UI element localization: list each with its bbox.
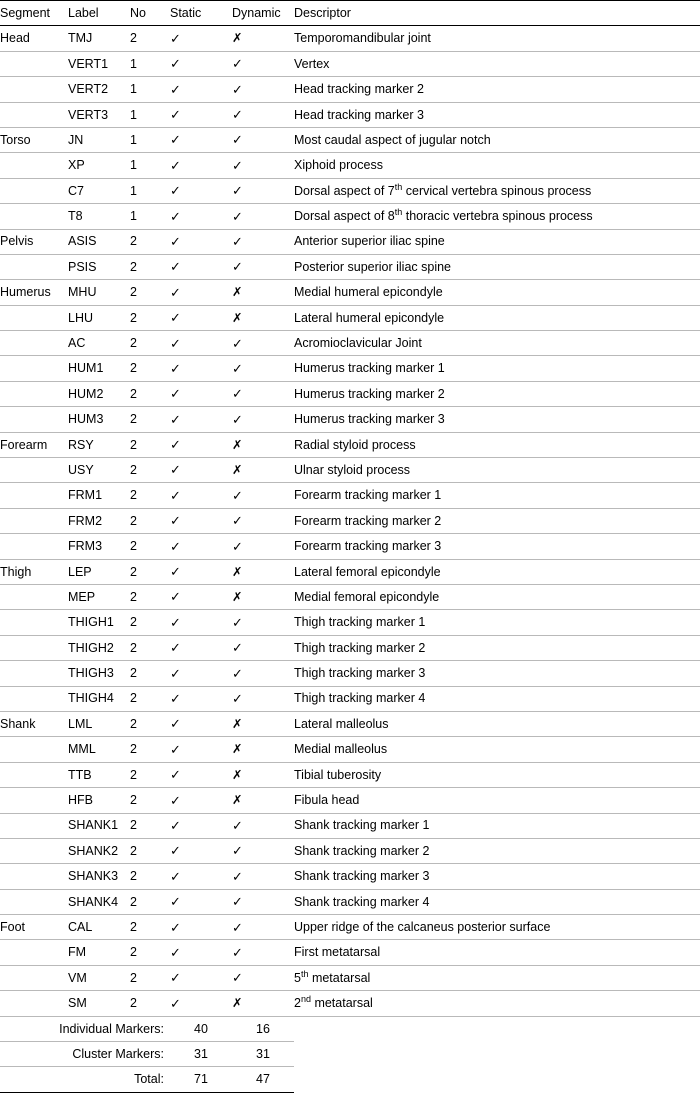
cell-segment — [0, 584, 68, 609]
check-icon: ✓ — [232, 838, 294, 863]
summary-row — [0, 1042, 700, 1067]
column-header-no: No — [130, 1, 170, 26]
cell-label: FM — [68, 940, 130, 965]
summary-static-value: 40 — [170, 1016, 232, 1041]
cell-descriptor: Dorsal aspect of 8th thoracic vertebra spinous process — [294, 204, 700, 229]
table-row — [0, 305, 700, 330]
cell-label: MEP — [68, 584, 130, 609]
cell-count: 2 — [130, 584, 170, 609]
cell-count: 2 — [130, 711, 170, 736]
check-icon: ✓ — [170, 356, 232, 381]
cell-label: THIGH4 — [68, 686, 130, 711]
table-row — [0, 432, 700, 457]
check-icon: ✓ — [170, 77, 232, 102]
table-row — [0, 508, 700, 533]
cell-segment — [0, 813, 68, 838]
table-row — [0, 686, 700, 711]
check-icon: ✓ — [170, 584, 232, 609]
cell-segment: Forearm — [0, 432, 68, 457]
cell-count: 2 — [130, 686, 170, 711]
table-row — [0, 204, 700, 229]
cell-count: 2 — [130, 254, 170, 279]
cell-descriptor: Thigh tracking marker 2 — [294, 635, 700, 660]
cell-label: XP — [68, 153, 130, 178]
table-row — [0, 788, 700, 813]
cross-icon: ✗ — [232, 432, 294, 457]
cell-label: C7 — [68, 178, 130, 203]
table-row — [0, 559, 700, 584]
cell-segment — [0, 254, 68, 279]
cell-descriptor: Head tracking marker 3 — [294, 102, 700, 127]
cell-segment — [0, 204, 68, 229]
table-row — [0, 381, 700, 406]
cell-segment — [0, 153, 68, 178]
check-icon: ✓ — [232, 965, 294, 990]
check-icon: ✓ — [170, 305, 232, 330]
cross-icon: ✗ — [232, 458, 294, 483]
summary-row — [0, 1067, 700, 1092]
summary-row — [0, 1016, 700, 1041]
check-icon: ✓ — [170, 559, 232, 584]
check-icon: ✓ — [232, 102, 294, 127]
check-icon: ✓ — [170, 940, 232, 965]
table-row — [0, 915, 700, 940]
cell-descriptor: Upper ridge of the calcaneus posterior surface — [294, 915, 700, 940]
check-icon: ✓ — [170, 686, 232, 711]
summary-label: Total: — [0, 1067, 170, 1092]
cross-icon: ✗ — [232, 711, 294, 736]
cell-segment: Head — [0, 26, 68, 51]
summary-dynamic-value: 16 — [232, 1016, 294, 1041]
cell-descriptor: Thigh tracking marker 4 — [294, 686, 700, 711]
cross-icon: ✗ — [232, 991, 294, 1016]
check-icon: ✓ — [170, 864, 232, 889]
cell-segment — [0, 178, 68, 203]
check-icon: ✓ — [170, 762, 232, 787]
check-icon: ✓ — [170, 889, 232, 914]
cell-label: TTB — [68, 762, 130, 787]
cell-descriptor: Lateral femoral epicondyle — [294, 559, 700, 584]
cell-count: 2 — [130, 965, 170, 990]
check-icon: ✓ — [170, 458, 232, 483]
cell-label: HUM1 — [68, 356, 130, 381]
cell-segment — [0, 77, 68, 102]
cell-segment — [0, 889, 68, 914]
cell-segment — [0, 965, 68, 990]
cell-descriptor: Acromioclavicular Joint — [294, 331, 700, 356]
cell-label: VERT3 — [68, 102, 130, 127]
table-row — [0, 584, 700, 609]
cross-icon: ✗ — [232, 305, 294, 330]
cell-descriptor: Forearm tracking marker 3 — [294, 534, 700, 559]
cell-label: TMJ — [68, 26, 130, 51]
table-row — [0, 254, 700, 279]
cell-segment — [0, 407, 68, 432]
cell-count: 1 — [130, 51, 170, 76]
table-row — [0, 280, 700, 305]
table-row — [0, 483, 700, 508]
cell-count: 2 — [130, 356, 170, 381]
check-icon: ✓ — [232, 661, 294, 686]
table-row — [0, 178, 700, 203]
cross-icon: ✗ — [232, 280, 294, 305]
cell-segment — [0, 838, 68, 863]
column-header-dynamic: Dynamic — [232, 1, 294, 26]
cell-segment — [0, 635, 68, 660]
cell-segment — [0, 381, 68, 406]
cell-count: 2 — [130, 915, 170, 940]
cell-count: 2 — [130, 610, 170, 635]
check-icon: ✓ — [232, 813, 294, 838]
cell-count: 1 — [130, 127, 170, 152]
cell-descriptor: Forearm tracking marker 1 — [294, 483, 700, 508]
cell-label: CAL — [68, 915, 130, 940]
cell-label: SHANK4 — [68, 889, 130, 914]
check-icon: ✓ — [170, 254, 232, 279]
cell-label: AC — [68, 331, 130, 356]
cell-segment — [0, 331, 68, 356]
cell-count: 2 — [130, 458, 170, 483]
cell-label: SHANK2 — [68, 838, 130, 863]
table-row — [0, 940, 700, 965]
cell-count: 2 — [130, 534, 170, 559]
check-icon: ✓ — [170, 508, 232, 533]
cell-descriptor: Most caudal aspect of jugular notch — [294, 127, 700, 152]
cell-descriptor: Tibial tuberosity — [294, 762, 700, 787]
check-icon: ✓ — [170, 788, 232, 813]
table-row — [0, 864, 700, 889]
cell-count: 2 — [130, 889, 170, 914]
cell-descriptor: Shank tracking marker 1 — [294, 813, 700, 838]
cell-count: 1 — [130, 204, 170, 229]
cell-descriptor: Thigh tracking marker 1 — [294, 610, 700, 635]
cell-label: SM — [68, 991, 130, 1016]
cell-segment: Thigh — [0, 559, 68, 584]
table-row — [0, 889, 700, 914]
cell-descriptor: Lateral humeral epicondyle — [294, 305, 700, 330]
cell-descriptor: Fibula head — [294, 788, 700, 813]
cell-descriptor: Medial malleolus — [294, 737, 700, 762]
check-icon: ✓ — [232, 356, 294, 381]
summary-static-value: 71 — [170, 1067, 232, 1092]
check-icon: ✓ — [232, 254, 294, 279]
table-row — [0, 838, 700, 863]
table-header-row — [0, 1, 700, 26]
cross-icon: ✗ — [232, 788, 294, 813]
check-icon: ✓ — [170, 51, 232, 76]
cell-count: 2 — [130, 280, 170, 305]
table-row — [0, 610, 700, 635]
cell-descriptor: Humerus tracking marker 2 — [294, 381, 700, 406]
check-icon: ✓ — [170, 813, 232, 838]
check-icon: ✓ — [232, 331, 294, 356]
cell-segment — [0, 508, 68, 533]
table-row — [0, 229, 700, 254]
cell-count: 2 — [130, 432, 170, 457]
cell-descriptor: Medial femoral epicondyle — [294, 584, 700, 609]
cell-label: THIGH3 — [68, 661, 130, 686]
cell-count: 2 — [130, 635, 170, 660]
check-icon: ✓ — [170, 737, 232, 762]
cell-segment — [0, 991, 68, 1016]
summary-label: Individual Markers: — [0, 1016, 170, 1041]
table-row — [0, 51, 700, 76]
check-icon: ✓ — [170, 991, 232, 1016]
cell-label: LML — [68, 711, 130, 736]
cell-segment — [0, 686, 68, 711]
check-icon: ✓ — [170, 915, 232, 940]
table-row — [0, 965, 700, 990]
table-row — [0, 407, 700, 432]
table-row — [0, 77, 700, 102]
cell-segment — [0, 864, 68, 889]
check-icon: ✓ — [232, 127, 294, 152]
cell-label: SHANK3 — [68, 864, 130, 889]
cell-label: FRM1 — [68, 483, 130, 508]
cell-segment: Foot — [0, 915, 68, 940]
cell-label: SHANK1 — [68, 813, 130, 838]
cell-count: 2 — [130, 864, 170, 889]
check-icon: ✓ — [232, 483, 294, 508]
cell-count: 2 — [130, 661, 170, 686]
cell-descriptor: Radial styloid process — [294, 432, 700, 457]
cell-descriptor: Medial humeral epicondyle — [294, 280, 700, 305]
column-header-segment: Segment — [0, 1, 68, 26]
cell-descriptor: 5th metatarsal — [294, 965, 700, 990]
check-icon: ✓ — [170, 432, 232, 457]
cell-segment — [0, 788, 68, 813]
check-icon: ✓ — [232, 610, 294, 635]
cell-label: THIGH1 — [68, 610, 130, 635]
check-icon: ✓ — [170, 204, 232, 229]
cell-label: HUM2 — [68, 381, 130, 406]
table-row — [0, 331, 700, 356]
cell-descriptor: Forearm tracking marker 2 — [294, 508, 700, 533]
check-icon: ✓ — [232, 864, 294, 889]
cell-count: 2 — [130, 331, 170, 356]
check-icon: ✓ — [170, 483, 232, 508]
cell-label: VERT2 — [68, 77, 130, 102]
cell-label: T8 — [68, 204, 130, 229]
check-icon: ✓ — [170, 407, 232, 432]
check-icon: ✓ — [232, 153, 294, 178]
cell-segment: Torso — [0, 127, 68, 152]
cell-label: MHU — [68, 280, 130, 305]
cell-descriptor: Shank tracking marker 4 — [294, 889, 700, 914]
cell-descriptor: 2nd metatarsal — [294, 991, 700, 1016]
cell-descriptor: Dorsal aspect of 7th cervical vertebra spinous process — [294, 178, 700, 203]
cell-count: 2 — [130, 788, 170, 813]
cell-descriptor: Vertex — [294, 51, 700, 76]
check-icon: ✓ — [232, 915, 294, 940]
cell-count: 1 — [130, 178, 170, 203]
check-icon: ✓ — [170, 381, 232, 406]
cell-descriptor: First metatarsal — [294, 940, 700, 965]
cell-count: 2 — [130, 813, 170, 838]
cell-segment — [0, 762, 68, 787]
cell-segment — [0, 102, 68, 127]
cell-label: THIGH2 — [68, 635, 130, 660]
cell-count: 2 — [130, 508, 170, 533]
summary-dynamic-value: 31 — [232, 1042, 294, 1067]
cell-count: 2 — [130, 305, 170, 330]
cell-label: LEP — [68, 559, 130, 584]
cell-descriptor: Posterior superior iliac spine — [294, 254, 700, 279]
cell-label: HFB — [68, 788, 130, 813]
table-row — [0, 813, 700, 838]
cell-segment — [0, 483, 68, 508]
cell-descriptor: Ulnar styloid process — [294, 458, 700, 483]
check-icon: ✓ — [170, 838, 232, 863]
cell-label: HUM3 — [68, 407, 130, 432]
check-icon: ✓ — [170, 178, 232, 203]
table-row — [0, 356, 700, 381]
cell-count: 2 — [130, 559, 170, 584]
check-icon: ✓ — [170, 661, 232, 686]
table-row — [0, 991, 700, 1016]
summary-static-value: 31 — [170, 1042, 232, 1067]
check-icon: ✓ — [232, 508, 294, 533]
cell-count: 1 — [130, 102, 170, 127]
cell-segment — [0, 458, 68, 483]
cell-segment — [0, 51, 68, 76]
check-icon: ✓ — [232, 686, 294, 711]
cell-descriptor: Humerus tracking marker 1 — [294, 356, 700, 381]
cell-label: JN — [68, 127, 130, 152]
cell-descriptor: Xiphoid process — [294, 153, 700, 178]
table-row — [0, 26, 700, 51]
check-icon: ✓ — [170, 280, 232, 305]
check-icon: ✓ — [232, 407, 294, 432]
cell-count: 2 — [130, 737, 170, 762]
cell-descriptor: Head tracking marker 2 — [294, 77, 700, 102]
column-header-label: Label — [68, 1, 130, 26]
check-icon: ✓ — [170, 153, 232, 178]
table-row — [0, 127, 700, 152]
table-body — [0, 26, 700, 1092]
cell-segment — [0, 305, 68, 330]
cell-count: 2 — [130, 229, 170, 254]
cell-label: PSIS — [68, 254, 130, 279]
check-icon: ✓ — [232, 889, 294, 914]
cell-segment — [0, 737, 68, 762]
cell-segment — [0, 534, 68, 559]
cross-icon: ✗ — [232, 26, 294, 51]
column-header-descriptor: Descriptor — [294, 1, 700, 26]
summary-spacer — [294, 1042, 700, 1067]
table-row — [0, 153, 700, 178]
cell-descriptor: Thigh tracking marker 3 — [294, 661, 700, 686]
check-icon: ✓ — [232, 51, 294, 76]
check-icon: ✓ — [170, 610, 232, 635]
table-row — [0, 737, 700, 762]
check-icon: ✓ — [170, 331, 232, 356]
column-header-static: Static — [170, 1, 232, 26]
summary-spacer — [294, 1016, 700, 1041]
check-icon: ✓ — [170, 965, 232, 990]
cross-icon: ✗ — [232, 737, 294, 762]
summary-spacer — [294, 1067, 700, 1092]
cross-icon: ✗ — [232, 762, 294, 787]
check-icon: ✓ — [170, 102, 232, 127]
check-icon: ✓ — [170, 229, 232, 254]
cell-count: 2 — [130, 26, 170, 51]
cell-segment — [0, 661, 68, 686]
check-icon: ✓ — [232, 381, 294, 406]
check-icon: ✓ — [232, 204, 294, 229]
cell-count: 2 — [130, 407, 170, 432]
table-row — [0, 762, 700, 787]
cell-label: FRM2 — [68, 508, 130, 533]
cell-label: USY — [68, 458, 130, 483]
cell-segment — [0, 610, 68, 635]
check-icon: ✓ — [170, 26, 232, 51]
cross-icon: ✗ — [232, 584, 294, 609]
cell-count: 1 — [130, 77, 170, 102]
cell-label: LHU — [68, 305, 130, 330]
check-icon: ✓ — [232, 635, 294, 660]
cell-descriptor: Shank tracking marker 2 — [294, 838, 700, 863]
table-row — [0, 711, 700, 736]
cell-count: 1 — [130, 153, 170, 178]
cell-label: FRM3 — [68, 534, 130, 559]
table-row — [0, 534, 700, 559]
cell-segment: Shank — [0, 711, 68, 736]
cell-count: 2 — [130, 381, 170, 406]
cell-segment: Pelvis — [0, 229, 68, 254]
check-icon: ✓ — [170, 711, 232, 736]
cell-count: 2 — [130, 838, 170, 863]
cell-label: VM — [68, 965, 130, 990]
check-icon: ✓ — [232, 940, 294, 965]
cell-segment: Humerus — [0, 280, 68, 305]
summary-label: Cluster Markers: — [0, 1042, 170, 1067]
cell-label: RSY — [68, 432, 130, 457]
cell-descriptor: Humerus tracking marker 3 — [294, 407, 700, 432]
cell-descriptor: Anterior superior iliac spine — [294, 229, 700, 254]
cell-label: VERT1 — [68, 51, 130, 76]
cell-label: MML — [68, 737, 130, 762]
summary-dynamic-value: 47 — [232, 1067, 294, 1092]
table-header — [0, 1, 700, 26]
cell-label: ASIS — [68, 229, 130, 254]
cell-segment — [0, 940, 68, 965]
table-row — [0, 635, 700, 660]
cell-descriptor: Temporomandibular joint — [294, 26, 700, 51]
cell-descriptor: Lateral malleolus — [294, 711, 700, 736]
check-icon: ✓ — [232, 77, 294, 102]
cell-segment — [0, 356, 68, 381]
table-row — [0, 661, 700, 686]
cell-count: 2 — [130, 483, 170, 508]
check-icon: ✓ — [232, 178, 294, 203]
cross-icon: ✗ — [232, 559, 294, 584]
check-icon: ✓ — [170, 127, 232, 152]
table-row — [0, 102, 700, 127]
check-icon: ✓ — [170, 635, 232, 660]
table-row — [0, 458, 700, 483]
cell-descriptor: Shank tracking marker 3 — [294, 864, 700, 889]
check-icon: ✓ — [170, 534, 232, 559]
cell-count: 2 — [130, 940, 170, 965]
cell-count: 2 — [130, 991, 170, 1016]
cell-count: 2 — [130, 762, 170, 787]
check-icon: ✓ — [232, 534, 294, 559]
check-icon: ✓ — [232, 229, 294, 254]
